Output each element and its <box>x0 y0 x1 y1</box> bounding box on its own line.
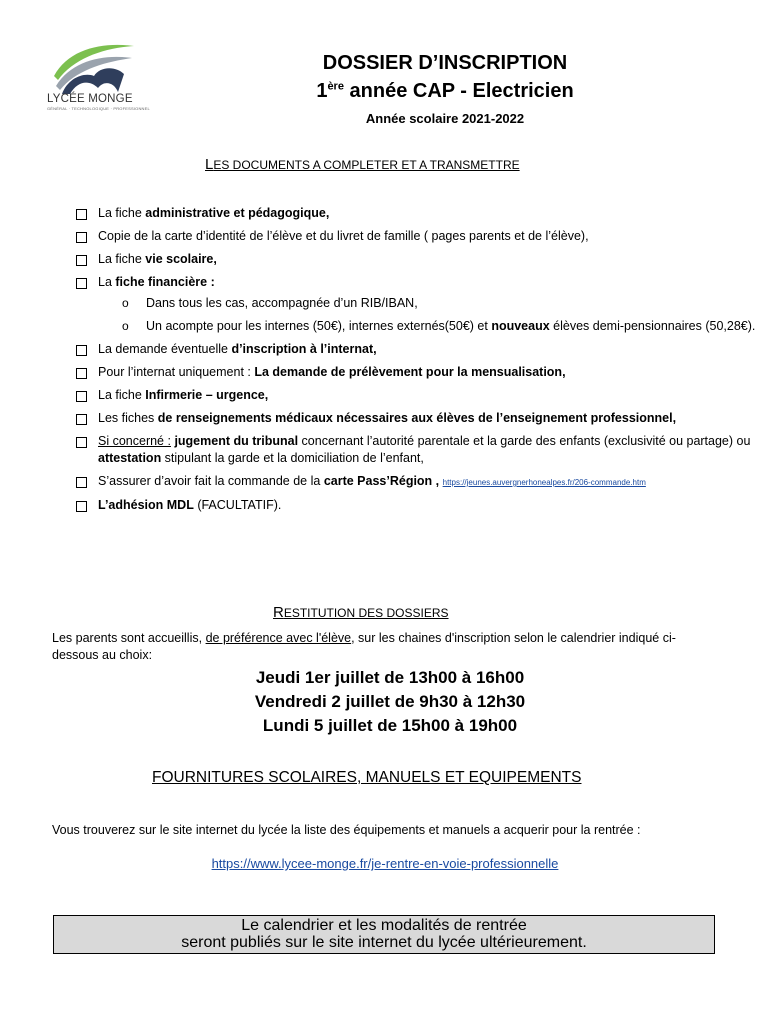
checkbox[interactable] <box>76 477 87 488</box>
document-title: DOSSIER D’INSCRIPTION <box>322 52 568 74</box>
checkbox[interactable] <box>76 414 87 425</box>
list-item: La fiche financière : o Dans tous les cas, accompagnée d’un RIB/IBAN, o Un acompte pour les internes (50€), internes externés(50€) et nouveaux élèves demi-pensionnaires (50,28€). <box>76 274 756 335</box>
logo-subtitle: GÉNÉRAL · TECHNOLOGIQUE · PROFESSIONNEL <box>47 106 150 111</box>
sub-list-item: o Dans tous les cas, accompagnée d’un RIB/IBAN, <box>122 296 418 310</box>
checkbox[interactable] <box>76 437 87 448</box>
list-item: La fiche administrative et pédagogique, <box>76 205 756 222</box>
school-year: Année scolaire 2021-2022 <box>365 111 525 126</box>
sub-list-item: o Un acompte pour les internes (50€), internes externés(50€) et nouveaux élèves demi-pensionnaires (50,28€). <box>122 319 756 333</box>
document-subtitle: 1ère année CAP - Electricien <box>316 80 574 102</box>
financial-sublist <box>122 295 756 335</box>
checkbox[interactable] <box>76 232 87 243</box>
supplies-text: Vous trouverez sur le site internet du lycée la liste des équipements et manuels a acquerir pour la rentrée : <box>52 823 641 837</box>
checkbox[interactable] <box>76 255 87 266</box>
list-item: S’assurer d’avoir fait la commande de la carte Pass’Région , https://jeunes.auvergnerhonealpes.fr/206-commande.htm <box>76 473 756 491</box>
checkbox[interactable] <box>76 391 87 402</box>
supplies-link[interactable]: https://www.lycee-monge.fr/je-rentre-en-voie-professionnelle <box>211 856 559 871</box>
list-item: La fiche Infirmerie – urgence, <box>76 387 756 404</box>
list-item: Si concerné : jugement du tribunal concernant l’autorité parentale et la garde des enfants (exclusivité ou partage) ou attestation stipulant la garde et la domiciliation de l’enfant, <box>76 433 756 467</box>
restitution-intro: Les parents sont accueillis, de préférence avec l'élève, sur les chaines d'inscription selon le calendrier indiqué ci-dessous au choix: <box>52 631 676 662</box>
schedule-date: Jeudi 1er juillet de 13h00 à 16h00 <box>255 668 525 687</box>
list-item: Les fiches de renseignements médicaux nécessaires aux élèves de l’enseignement professionnel, <box>76 410 756 427</box>
info-banner <box>53 915 715 954</box>
schedule-list <box>180 666 600 738</box>
banner-line: Le calendrier et les modalités de rentrée <box>241 917 527 934</box>
schedule-date: Lundi 5 juillet de 15h00 à 19h00 <box>262 716 518 735</box>
list-item: Pour l’internat uniquement : La demande de prélèvement pour la mensualisation, <box>76 364 756 381</box>
checkbox[interactable] <box>76 278 87 289</box>
checkbox[interactable] <box>76 209 87 220</box>
list-item: La demande éventuelle d’inscription à l’internat, <box>76 341 756 358</box>
banner-line: seront publiés sur le site internet du lycée ultérieurement. <box>181 934 587 951</box>
checkbox[interactable] <box>76 345 87 356</box>
restitution-heading: RESTITUTION DES DOSSIERS <box>273 604 449 621</box>
checkbox[interactable] <box>76 368 87 379</box>
list-item: L’adhésion MDL (FACULTATIF). <box>76 497 756 514</box>
logo-name: LYCÉE MONGE <box>47 93 133 105</box>
list-item: La fiche vie scolaire, <box>76 251 756 268</box>
documents-checklist <box>76 205 756 520</box>
checkbox[interactable] <box>76 501 87 512</box>
documents-heading: LES DOCUMENTS A COMPLETER ET A TRANSMETTRE <box>205 156 520 173</box>
schedule-date: Vendredi 2 juillet de 9h30 à 12h30 <box>254 692 526 711</box>
supplies-heading: FOURNITURES SCOLAIRES, MANUELS ET EQUIPEMENTS <box>152 769 582 786</box>
pass-region-link[interactable]: https://jeunes.auvergnerhonealpes.fr/206-commande.htm <box>442 478 646 487</box>
list-item: Copie de la carte d’identité de l’élève et du livret de famille ( pages parents et de l’élève), <box>76 228 756 245</box>
